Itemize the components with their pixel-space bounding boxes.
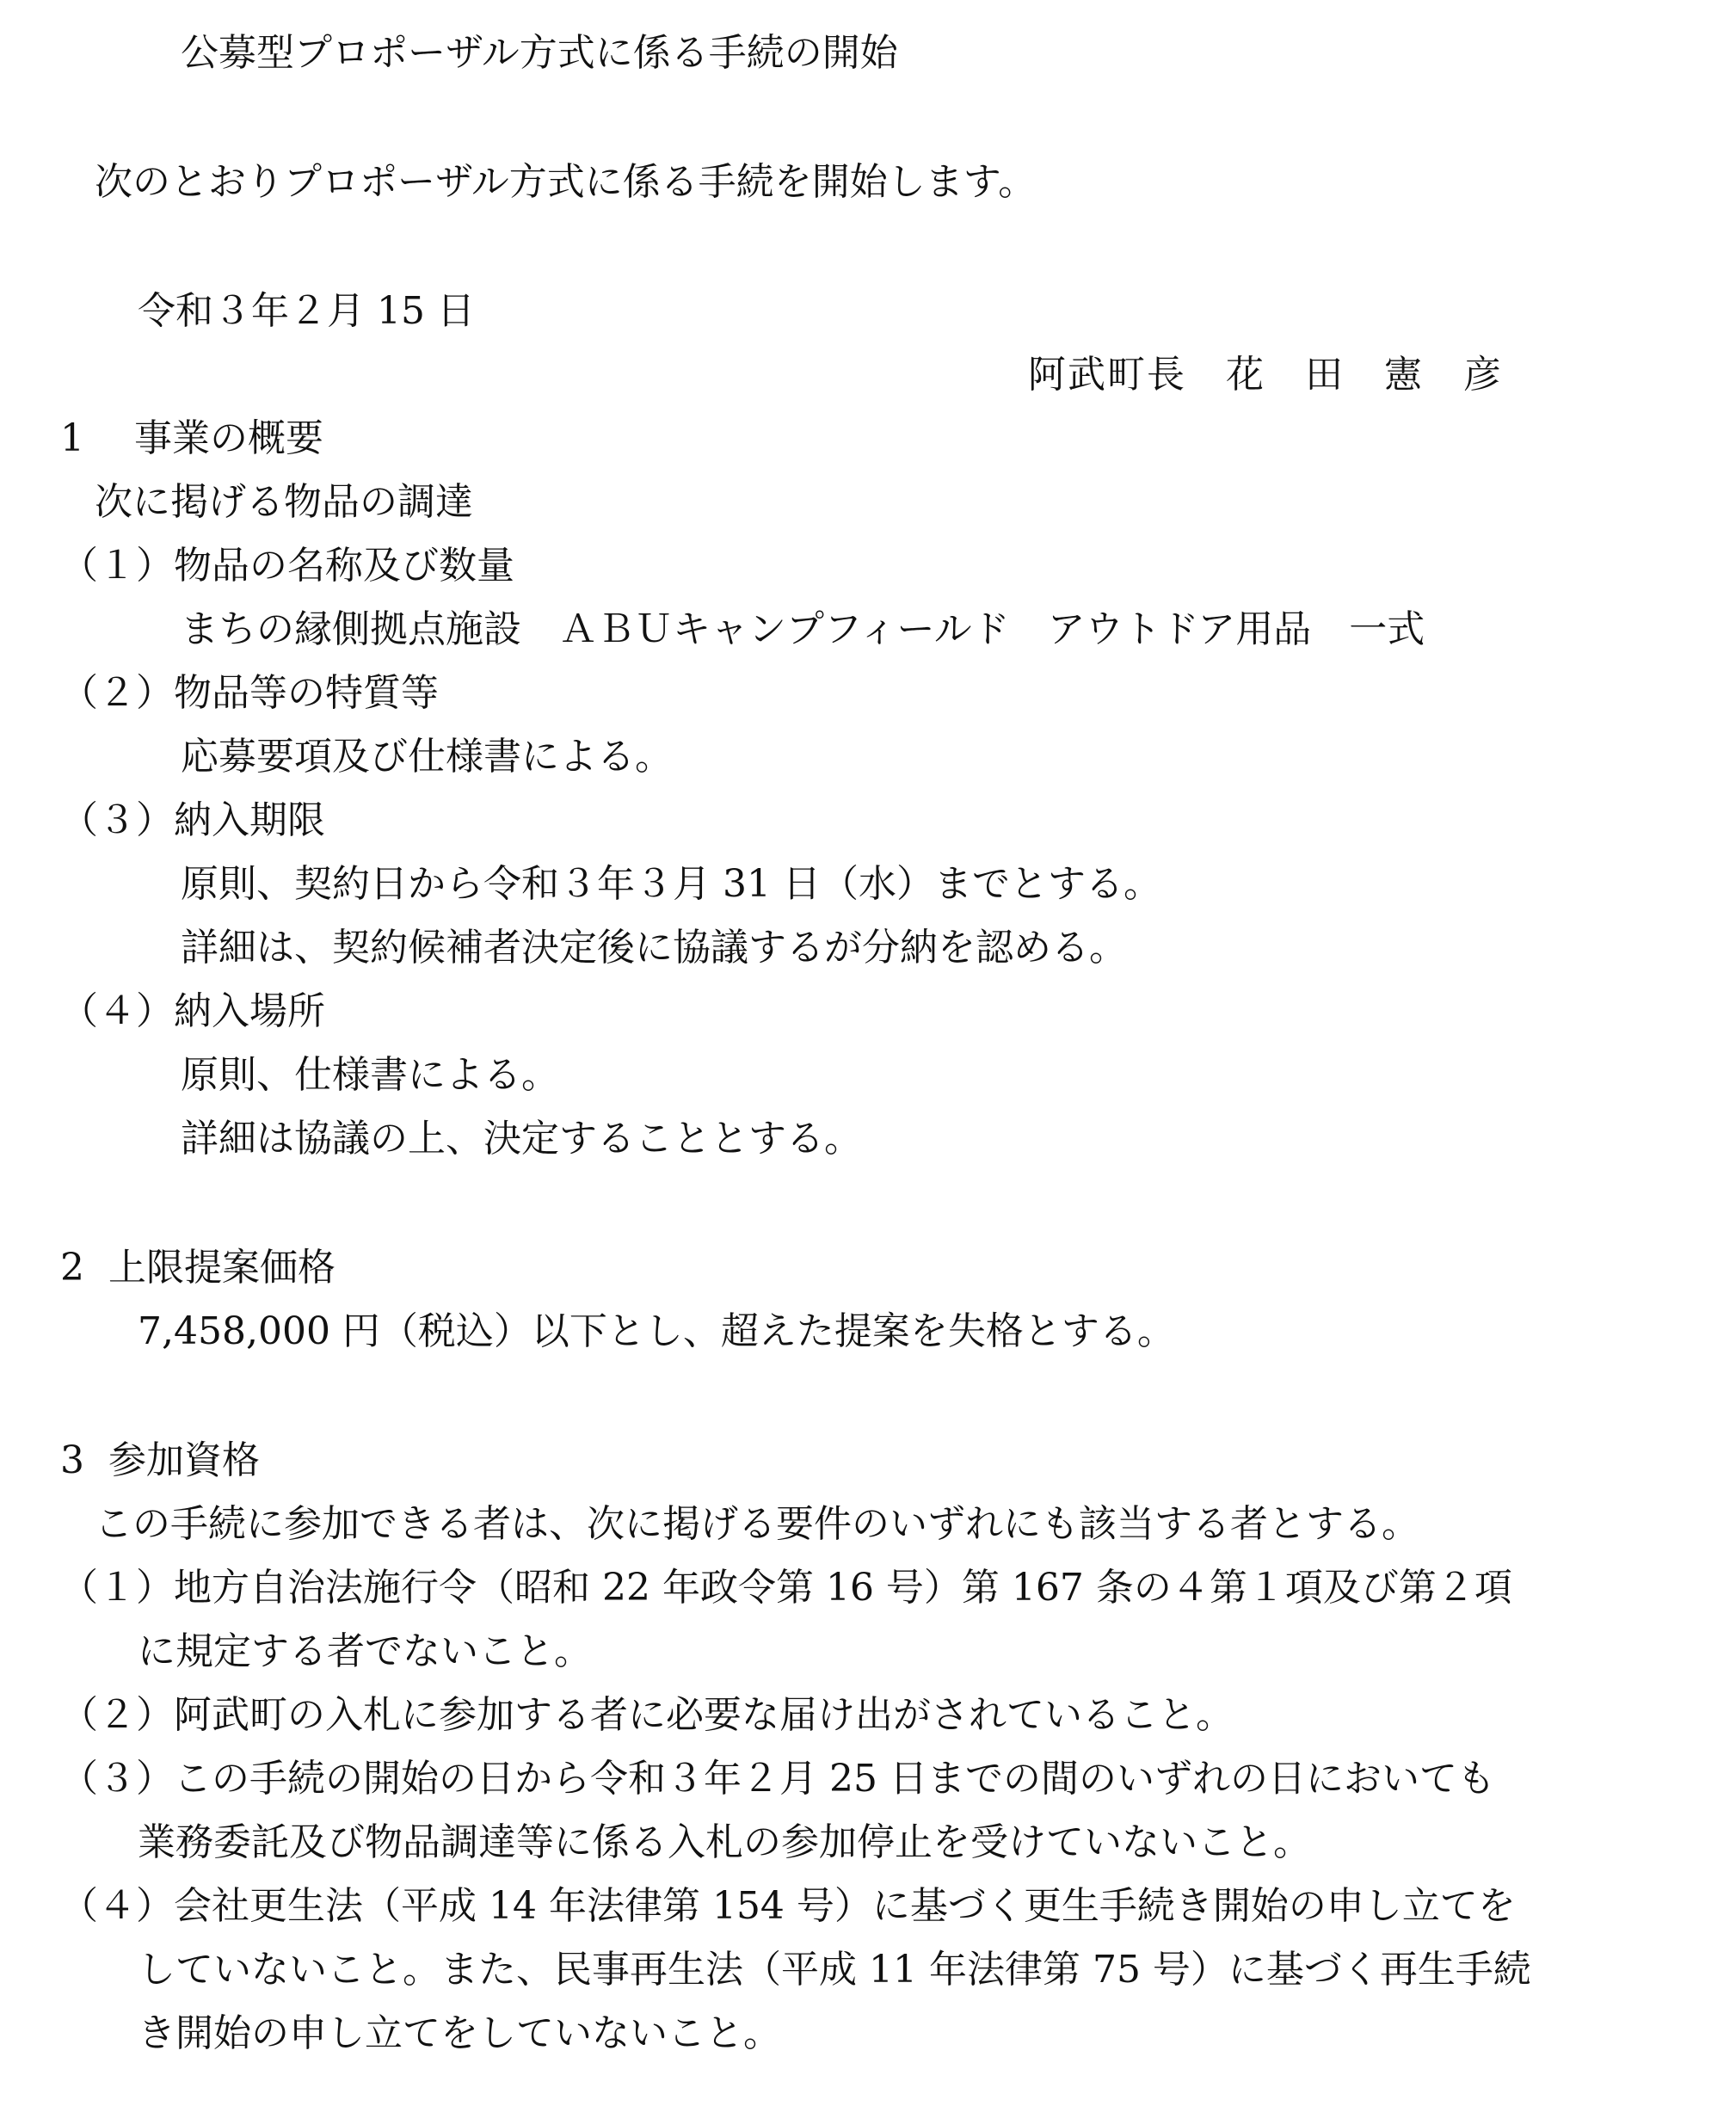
section-3-item-3-cont: 業務委託及び物品調達等に係る入札の参加停止を受けていないこと。	[138, 1820, 1311, 1864]
section-3-item-1: （１）地方自治法施行令（昭和 22 年政令第 16 号）第 167 条の４第１項及び第２項	[60, 1566, 1512, 1610]
section-3-lead: この手続に参加できる者は、次に掲げる要件のいずれにも該当する者とする。	[95, 1502, 1419, 1546]
section-1-item-1-label: （１）物品の名称及び数量	[60, 544, 514, 588]
section-1-item-4-text-2: 詳細は協議の上、決定することとする。	[181, 1117, 862, 1161]
notice-date: 令和３年２月 15 日	[138, 289, 475, 333]
section-3-item-1-cont: に規定する者でないこと。	[138, 1629, 592, 1673]
section-1-heading: 1 事業の概要	[60, 416, 323, 460]
section-1-item-4-label: （４）納入場所	[60, 989, 325, 1033]
section-1-item-2-text: 応募要項及び仕様書による。	[181, 735, 673, 779]
section-1-item-2-label: （２）物品等の特質等	[60, 671, 439, 715]
page-title: 公募型プロポーザル方式に係る手続の開始	[181, 31, 898, 75]
section-1-item-4-text-1: 原則、仕様書による。	[181, 1053, 559, 1097]
section-3-item-4-cont-1: していないこと。また、民事再生法（平成 11 年法律第 75 号）に基づく再生手続	[138, 1948, 1531, 1992]
section-3-item-3: （３）この手続の開始の日から令和３年２月 25 日までの間のいずれの日においても	[60, 1757, 1495, 1801]
signatory: 阿武町長 花 田 憲 彦	[1028, 353, 1503, 397]
section-1-item-3-label: （３）納入期限	[60, 798, 325, 842]
section-3-item-2: （２）阿武町の入札に参加する者に必要な届け出がされていること。	[60, 1693, 1234, 1737]
section-3-item-4: （４）会社更生法（平成 14 年法律第 154 号）に基づく更生手続き開始の申し立てを	[60, 1884, 1516, 1928]
section-3-item-4-cont-2: き開始の申し立てをしていないこと。	[138, 2011, 781, 2055]
section-1-item-3-text-1: 原則、契約日から令和３年３月 31 日（水）までとする。	[181, 862, 1161, 906]
section-3-heading: 3 参加資格	[60, 1438, 260, 1482]
section-1-item-3-text-2: 詳細は、契約候補者決定後に協議するが分納を認める。	[181, 926, 1127, 970]
section-1-item-1-text: まちの縁側拠点施設 ＡＢＵキャンプフィールド アウトドア用品 一式	[181, 607, 1425, 651]
section-2-text: 7,458,000 円（税込）以下とし、超えた提案を失格とする。	[138, 1309, 1175, 1353]
section-2-heading: 2 上限提案価格	[60, 1246, 336, 1290]
intro-text: 次のとおりプロポーザル方式に係る手続を開始します。	[95, 160, 1037, 204]
section-1-lead: 次に掲げる物品の調達	[95, 480, 473, 524]
